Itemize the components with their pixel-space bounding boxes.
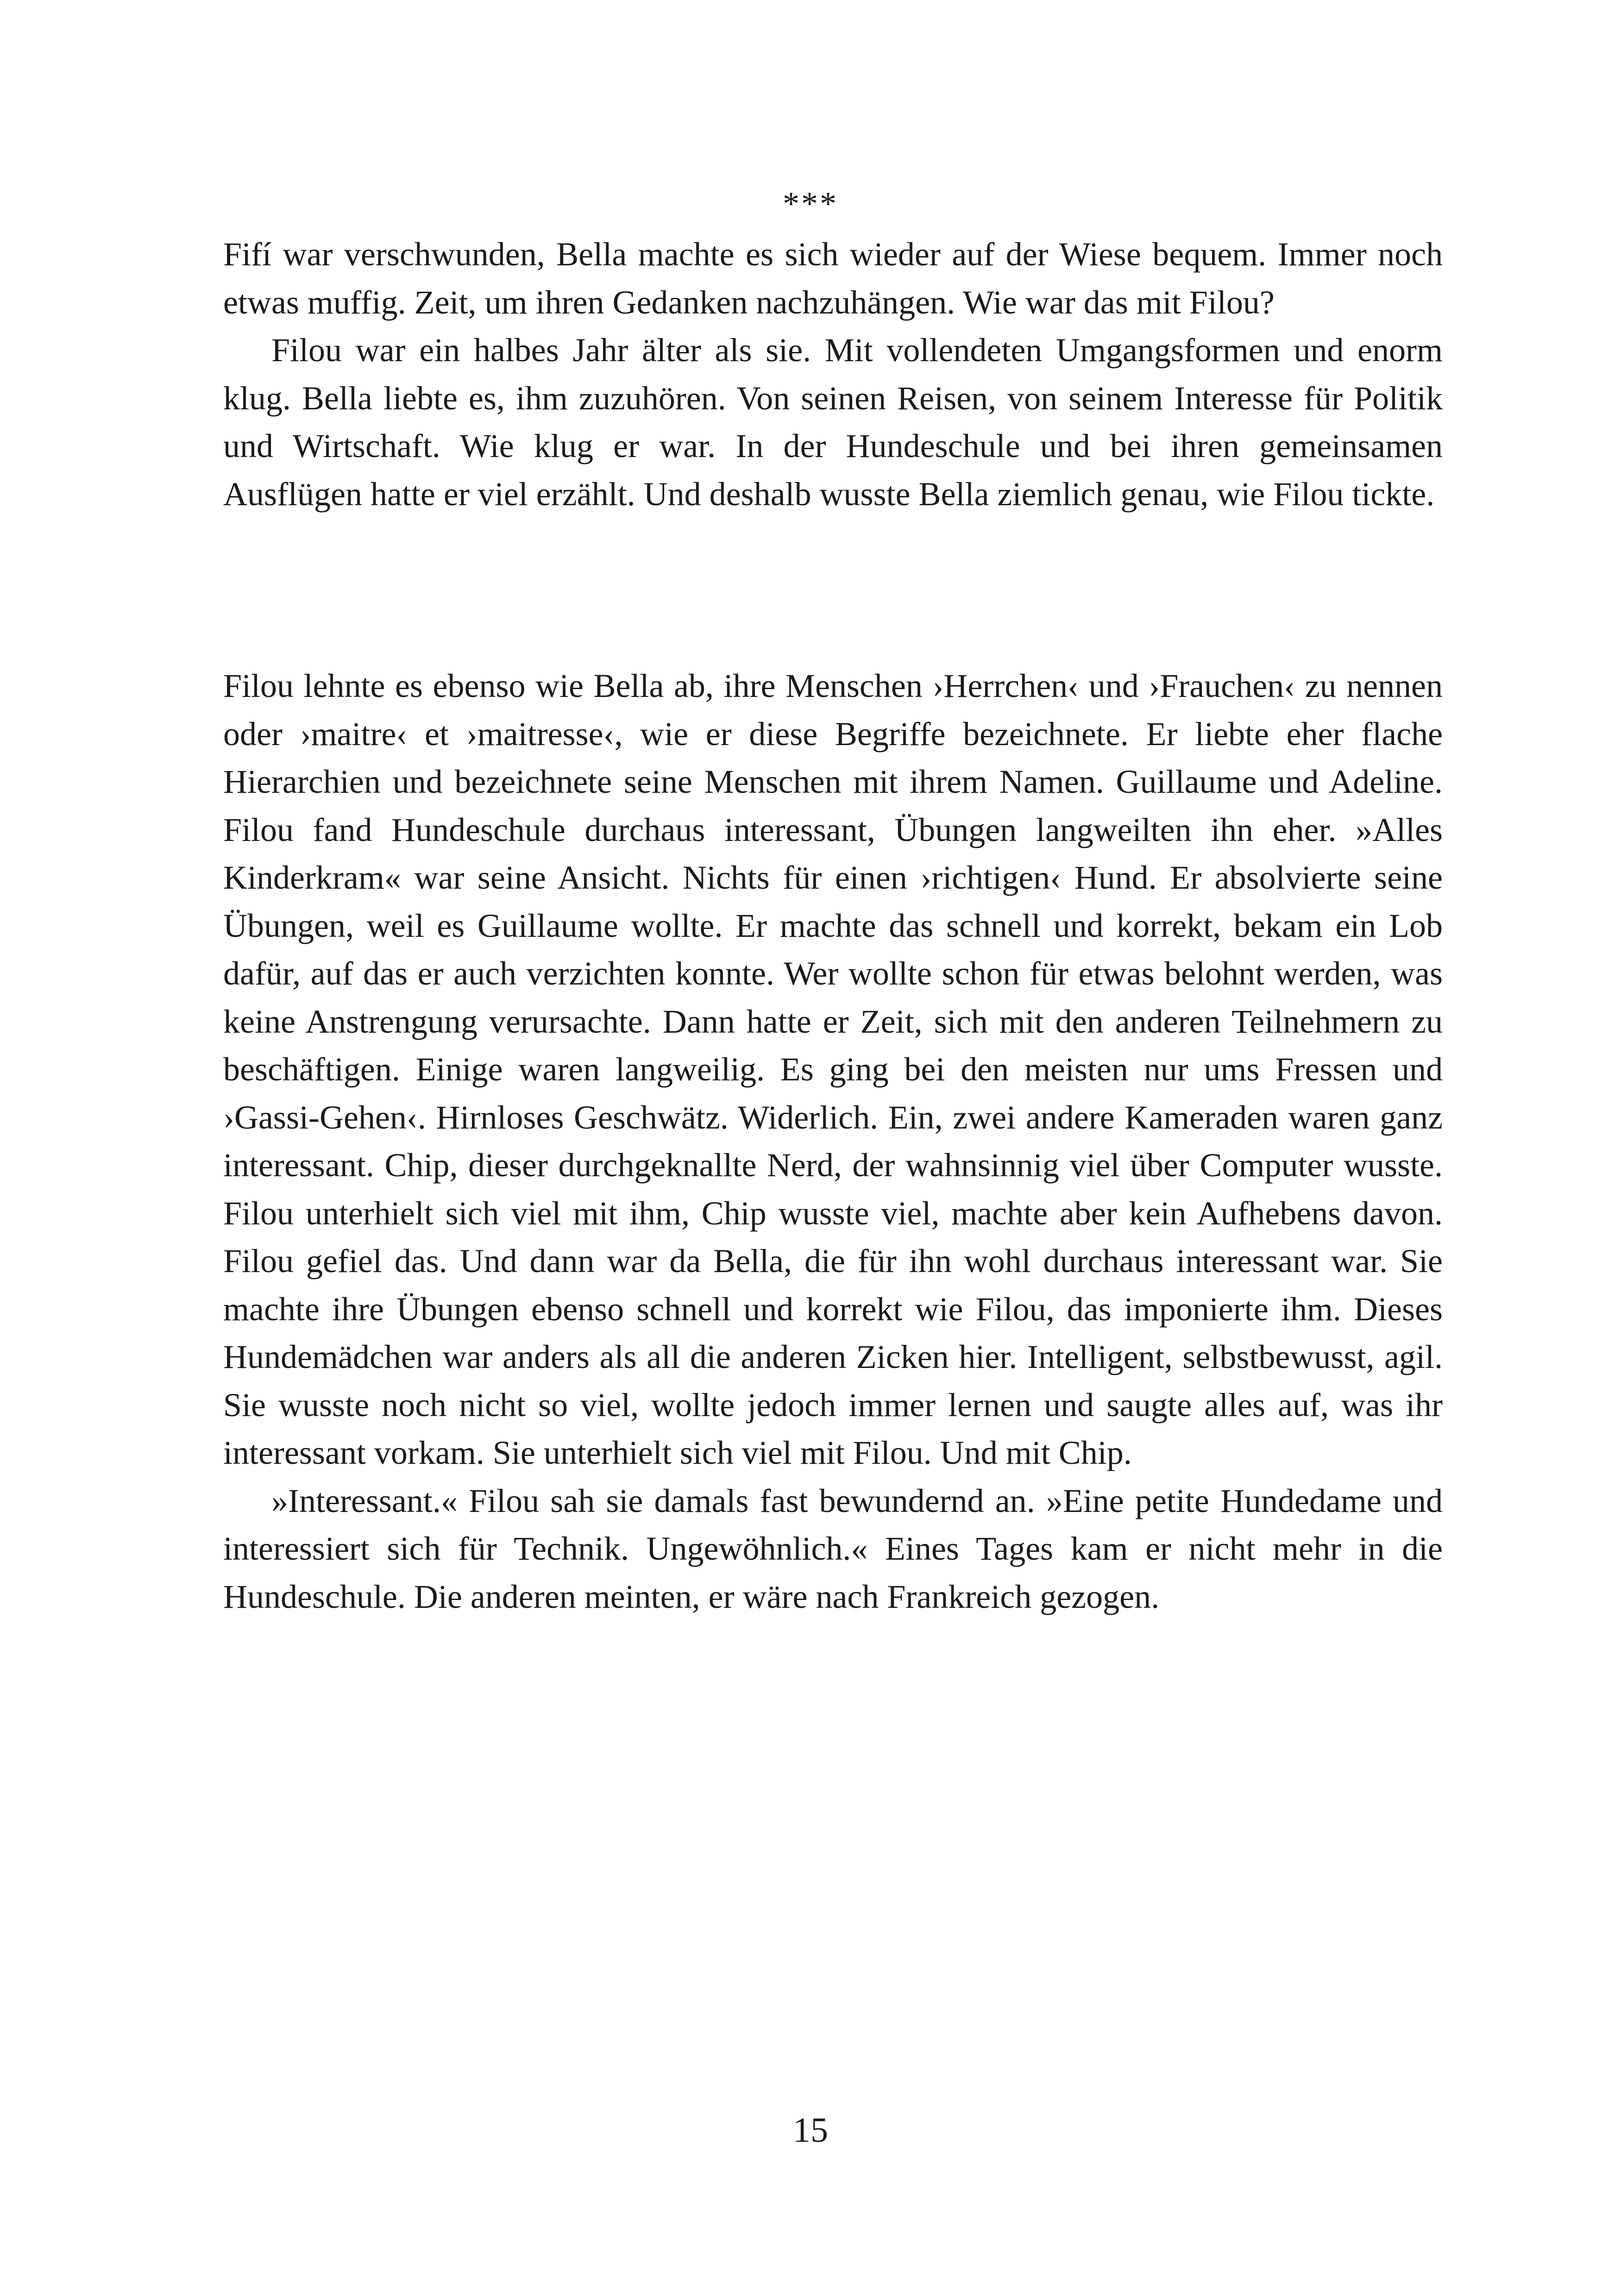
- text-section-2: [223, 662, 1443, 1621]
- paragraph: »Interessant.« Filou sah sie damals fast bewundernd an. »Eine petite Hundedame und interessiert sich für Technik. Ungewöhnlich.« Eines Tages kam er nicht mehr in die Hundeschule. Die anderen meinten, er wäre nach Frankreich gezogen.: [223, 1482, 1443, 1615]
- paragraph: Filou lehnte es ebenso wie Bella ab, ihre Menschen ›Herrchen‹ und ›Frauchen‹ zu nennen oder ›maitre‹ et ›maitresse‹, wie er diese Begriffe bezeichnete. Er liebte eher flache Hierarchien und bezeichnete seine Menschen mit ihrem Namen. Guillaume und Adeline. Filou fand Hundeschule durchaus interessant, Übungen langweilten ihn eher. »Alles Kinderkram« war seine Ansicht. Nichts für einen ›richtigen‹ Hund. Er absolvierte seine Übungen, weil es Guillaume wollte. Er machte das schnell und korrekt, bekam ein Lob dafür, auf das er auch verzichten konnte. Wer wollte schon für etwas belohnt werden, was keine Anstrengung verursachte. Dann hatte er Zeit, sich mit den anderen Teilnehmern zu beschäftigen. Einige waren langweilig. Es ging bei den meisten nur ums Fressen und ›Gassi-Gehen‹. Hirnloses Geschwätz. Widerlich. Ein, zwei andere Kameraden waren ganz interessant. Chip, dieser durchgeknallte Nerd, der wahnsinnig viel über Computer wusste. Filou unterhielt sich viel mit ihm, Chip wusste viel, machte aber kein Aufhebens davon. Filou gefiel das. Und dann war da Bella, die für ihn wohl durchaus interessant war. Sie machte ihre Übungen ebenso schnell und korrekt wie Filou, das imponierte ihm. Dieses Hundemädchen war anders als all die anderen Zicken hier. Intelligent, selbstbewusst, agil. Sie wusste noch nicht so viel, wollte jedoch immer lernen und saugte alles auf, was ihr interessant vorkam. Sie unterhielt sich viel mit Filou. Und mit Chip.: [223, 667, 1443, 1471]
- paragraph: Fifí war verschwunden, Bella machte es sich wieder auf der Wiese bequem. Immer noch etwas muffig. Zeit, um ihren Gedanken nachzuhängen. Wie war das mit Filou?: [223, 236, 1443, 321]
- paragraph: Filou war ein halbes Jahr älter als sie. Mit vollendeten Umgangsformen und enorm klug. Bella liebte es, ihm zuzuhören. Von seinen Reisen, von seinem Interesse für Politik und Wirtschaft. Wie klug er war. In der Hundeschule und bei ihren gemeinsamen Ausflügen hatte er viel erzählt. Und deshalb wusste Bella ziemlich genau, wie Filou tickte.: [223, 332, 1443, 513]
- text-section-1: [223, 231, 1443, 518]
- page-number: 15: [793, 2111, 828, 2150]
- section-separator: ***: [783, 185, 838, 222]
